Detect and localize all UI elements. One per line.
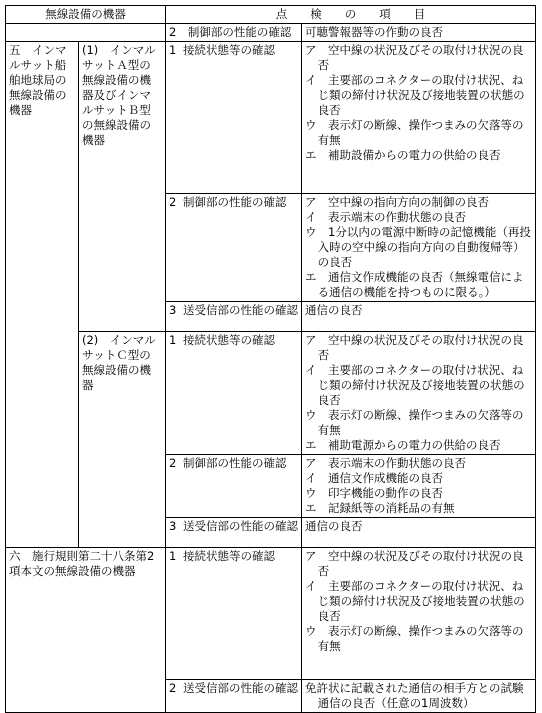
table-row xyxy=(6,42,536,194)
row-items xyxy=(302,455,536,518)
row-items xyxy=(302,24,536,42)
inspection-item: イ 表示端末の作動状態の良否 xyxy=(305,210,466,224)
inspection-item: ウ 1分以内の電源中断時の記憶機能（再投入時の空中線の指向方向の自動復帰等）の良否 xyxy=(305,225,531,269)
inspection-header: 点 検 の 項 目 xyxy=(166,6,536,24)
header-row xyxy=(6,6,536,24)
inspection-item: 通信の良否 xyxy=(305,519,363,533)
inspection-item: エ 記録紙等の消耗品の有無 xyxy=(305,501,455,515)
row-number: 1 xyxy=(169,333,177,347)
row-number: 3 xyxy=(169,519,177,533)
row-section-label: 制御部の性能の確認 xyxy=(183,195,287,209)
equipment-subcategory: (2) インマルサットＣ型の無線設備の機器 xyxy=(79,332,166,548)
row-section-label: 接続状態等の確認 xyxy=(183,549,275,563)
row-section xyxy=(166,194,302,302)
inspection-item: イ 主要部のコネクターの取付け状況、ねじ類の締付け状況及び接地装置の状態の良否 xyxy=(305,579,525,623)
equipment-category: 五 インマルサット船舶地球局の無線設備の機器 xyxy=(6,42,79,548)
inspection-item: エ 補助設備からの電力の供給の良否 xyxy=(305,148,501,162)
row-number: 2 xyxy=(169,195,177,209)
table-row xyxy=(6,332,536,455)
inspection-item: ウ 表示灯の断線、操作つまみの欠落等の有無 xyxy=(305,118,524,147)
row-number: 2 xyxy=(169,681,177,695)
row-items xyxy=(302,548,536,680)
inspection-item: 通信の良否 xyxy=(305,303,363,317)
row-section-label: 送受信部の性能の確認 xyxy=(183,681,298,695)
inspection-item: イ 主要部のコネクターの取付け状況、ねじ類の締付け状況及び接地装置の状態の良否 xyxy=(305,363,525,407)
row-items xyxy=(302,194,536,302)
inspection-item: エ 通信文作成機能の良否（無線電信による通信の機能を持つものに限る。） xyxy=(305,270,524,299)
row-section xyxy=(166,680,302,713)
row-items xyxy=(302,42,536,194)
equipment-header: 無線設備の機器 xyxy=(6,6,166,24)
row-items xyxy=(302,302,536,332)
table-row xyxy=(6,24,536,42)
inspection-item: ウ 印字機能の動作の良否 xyxy=(305,486,443,500)
inspection-item: ア 空中線の状況及びその取付け状況の良否 xyxy=(305,333,524,362)
row-section xyxy=(166,548,302,680)
inspection-item: 可聴警報器等の作動の良否 xyxy=(305,25,443,39)
row-items xyxy=(302,332,536,455)
row-section xyxy=(166,24,302,42)
row-section-label: 制御部の性能の確認 xyxy=(183,456,287,470)
row-section xyxy=(166,302,302,332)
row-section xyxy=(166,332,302,455)
row-section xyxy=(166,455,302,518)
row-items xyxy=(302,518,536,548)
inspection-item: イ 通信文作成機能の良否 xyxy=(305,471,443,485)
inspection-item: イ 主要部のコネクターの取付け状況、ねじ類の締付け状況及び接地装置の状態の良否 xyxy=(305,73,525,117)
inspection-item: ア 空中線の状況及びその取付け状況の良否 xyxy=(305,549,524,578)
row-section-label: 送受信部の性能の確認 xyxy=(183,303,298,317)
inspection-item: ア 表示端末の作動状態の良否 xyxy=(305,456,466,470)
row-items xyxy=(302,680,536,713)
inspection-item: 免許状に記載された通信の相手方との試験通信の良否（任意の1周波数） xyxy=(305,681,524,710)
inspection-item: ア 空中線の指向方向の制御の良否 xyxy=(305,195,489,209)
inspection-item: ウ 表示灯の断線、操作つまみの欠落等の有無 xyxy=(305,408,524,437)
row-section-label: 送受信部の性能の確認 xyxy=(183,519,298,533)
row-section-label: 接続状態等の確認 xyxy=(183,43,275,57)
equipment-category: 六 施行規則第二十八条第2項本文の無線設備の機器 xyxy=(6,548,166,713)
row-section xyxy=(166,42,302,194)
inspection-item: ウ 表示灯の断線、操作つまみの欠落等の有無 xyxy=(305,624,524,653)
table-row xyxy=(6,548,536,680)
inspection-item: ア 空中線の状況及びその取付け状況の良否 xyxy=(305,43,524,72)
blank-cell xyxy=(6,24,166,42)
inspection-table xyxy=(5,5,536,713)
row-section-label: 接続状態等の確認 xyxy=(183,333,275,347)
row-number: 2 xyxy=(169,456,177,470)
row-number: 3 xyxy=(169,303,177,317)
row-number: 1 xyxy=(169,549,177,563)
row-section xyxy=(166,518,302,548)
equipment-subcategory: (1) インマルサットＡ型の無線設備の機器及びインマルサットＢ型の無線設備の機器 xyxy=(79,42,166,332)
inspection-item: エ 補助電源からの電力の供給の良否 xyxy=(305,438,501,452)
row-number: 1 xyxy=(169,43,177,57)
row-section-label: 2 制御部の性能の確認 xyxy=(169,25,292,39)
